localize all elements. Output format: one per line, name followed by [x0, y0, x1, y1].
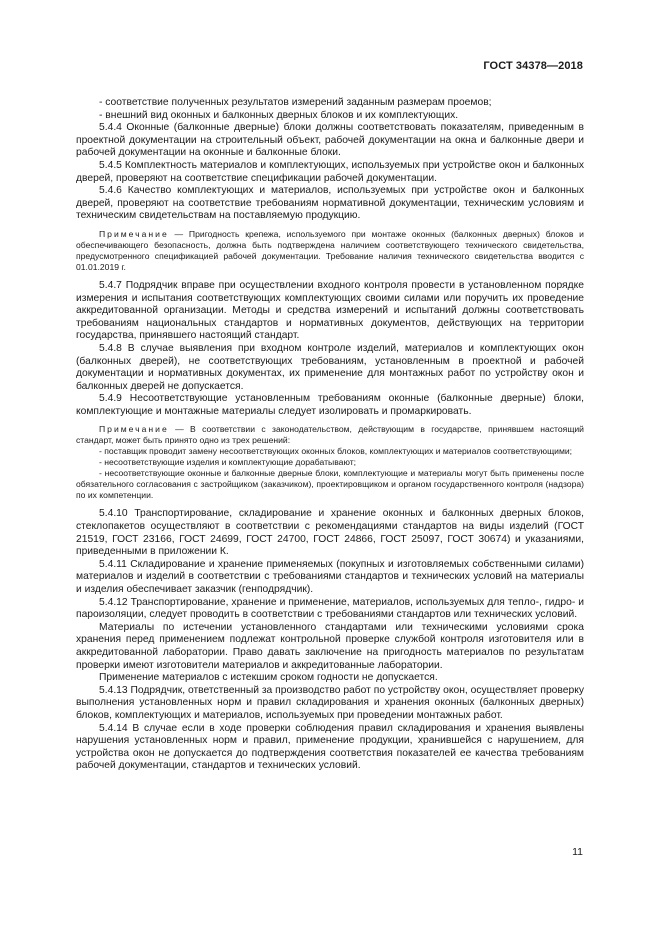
bullet-item: - соответствие полученных результатов измерений заданным размерам проемов; — [99, 97, 492, 108]
bullet-item: - внешний вид оконных и балконных дверных блоков и их комплектующих. — [99, 109, 459, 121]
clause-5-4-9: 5.4.9 Несоответствующие установленным требованиям оконные (балконные дверные) блоки, комплектующие и монтажные материалы следует изолировать и промаркировать. — [76, 393, 584, 417]
clause-5-4-10: 5.4.10 Транспортирование, складирование и хранение оконных и балконных дверных блоков, стеклопакетов осуществляют в соответствии с рекомендациями стандартов на виды изделий (ГОСТ 21519, ГОСТ 23166, ГОСТ 24699, ГОСТ 24700, ГОСТ 24866, ГОСТ 25097, ГОСТ 30674) и указаниями, приведенными в приложении К. — [76, 508, 584, 558]
clause-5-4-4: 5.4.4 Оконные (балконные дверные) блоки должны соответствовать показателям, приведенным в проектной документации на строительный объект, рабочей документации на окна и балконные двери и рабочей документации на оконные и балконные блоки. — [76, 122, 584, 159]
note-bullet: - поставщик проводит замену несоответствующих оконных блоков, комплектующих и материалов соответствующими; — [99, 446, 573, 457]
clause-5-4-12-continued: Материалы по истечении установленного стандартами или техническими условиями срока хранения перед применением подлежат контрольной проверке службой контроля изготовителя или в аккредитованной лаборатории. Право давать заключение на пригодность материалов по результатам проверки имеют изготовители материалов и аккредитованные лаборатории. — [76, 621, 584, 671]
clause-5-4-11: 5.4.11 Складирование и хранение применяемых (покупных и изготовляемых собственными силами) материалов и изделий в соответствии с требованиями стандартов и технических условий на материалы и изделия обеспечивает заказчик (генподрядчик). — [76, 558, 584, 596]
clause-5-4-5: 5.4.5 Комплектность материалов и комплектующих, используемых при устройстве окон и балконных дверей, проверяют на соответствие спецификации рабочей документации. — [76, 159, 584, 184]
clause-5-4-8: 5.4.8 В случае выявления при входном контроле изделий, материалов и комплектующих окон (балконных дверей), не соответствующих требованиям, установленным в проектной и рабочей документации и нормативных документах, их применение для монтажных работ по устройству окон и балконных дверей не допускается. — [76, 342, 584, 392]
page-number: 11 — [572, 846, 583, 858]
note-bullet: - несоответствующие оконные и балконные дверные блоки, комплектующие и материалы могут быть применены после обязательного согласования с застройщиком (заказчиком), проектировщиком и органом государственного контроля (надзора) по их компетенции. — [76, 468, 584, 501]
note-1 — [76, 229, 584, 273]
note-label: Примечание — [99, 424, 169, 435]
document-body — [76, 97, 584, 773]
clause-5-4-12: 5.4.12 Транспортирование, хранение и применение, материалов, используемых для тепло-, гидро- и пароизоляции, следует проводить в соответствии с требованиями стандартов или технических условий. — [76, 596, 584, 621]
clause-5-4-12-final: Применение материалов с истекшим сроком годности не допускается. — [99, 672, 438, 684]
note-label: Примечание — [99, 228, 169, 239]
clause-5-4-14: 5.4.14 В случае если в ходе проверки соблюдения правил складирования и хранения выявлены нарушения установленных норм и правил, применение продукции, хранившейся с нарушением, для устройства окон не допускается до подтверждения соответствия показателей ее качества требованиям рабочей документации, стандартов и технических условий. — [76, 722, 584, 772]
note-text: — В соответствии с законодательством, действующим в государстве, принявшем настоящий стандарт, может быть принято одно из трех решений: — [76, 424, 584, 446]
clause-5-4-7: 5.4.7 Подрядчик вправе при осуществлении входного контроля провести в установленном порядке измерения и испытания соответствующих комплектующих своими силами или поручить их проведение аккредитованной организации. Методы и средства измерений и испытаний должны соответствовать требованиям национальных стандартов и нормативных документов, действующих на территории государства, принявшего настоящий стандарт. — [76, 279, 584, 342]
note-bullet: - несоответствующие изделия и комплектующие дорабатывают; — [99, 457, 357, 468]
clause-5-4-13: 5.4.13 Подрядчик, ответственный за производство работ по устройству окон, осуществляет проверку выполнения установленных норм и правил складирования и хранения оконных (балконных дверных) блоков, комплектующих и материалов, используемых при проведении монтажных работ. — [76, 684, 584, 721]
clause-5-4-6: 5.4.6 Качество комплектующих и материалов, используемых при устройстве окон и балконных дверей, проверяют на соответствие требованиям нормативной документации, техническим условиям и техническим свидетельствам на поставляемую продукцию. — [76, 185, 584, 222]
note-text: — Пригодность крепежа, используемого при монтаже оконных (балконных дверных) блоков и обеспечивающего безопасность, должна быть подтверждена наличием соответствующего технического свидетельства, предусмотренного спецификацией рабочей документации. Требование наличия технического свидетельства вводится с 01.01.2019 г. — [76, 228, 584, 272]
note-2 — [76, 424, 584, 446]
document-code: ГОСТ 34378—2018 — [483, 60, 583, 72]
